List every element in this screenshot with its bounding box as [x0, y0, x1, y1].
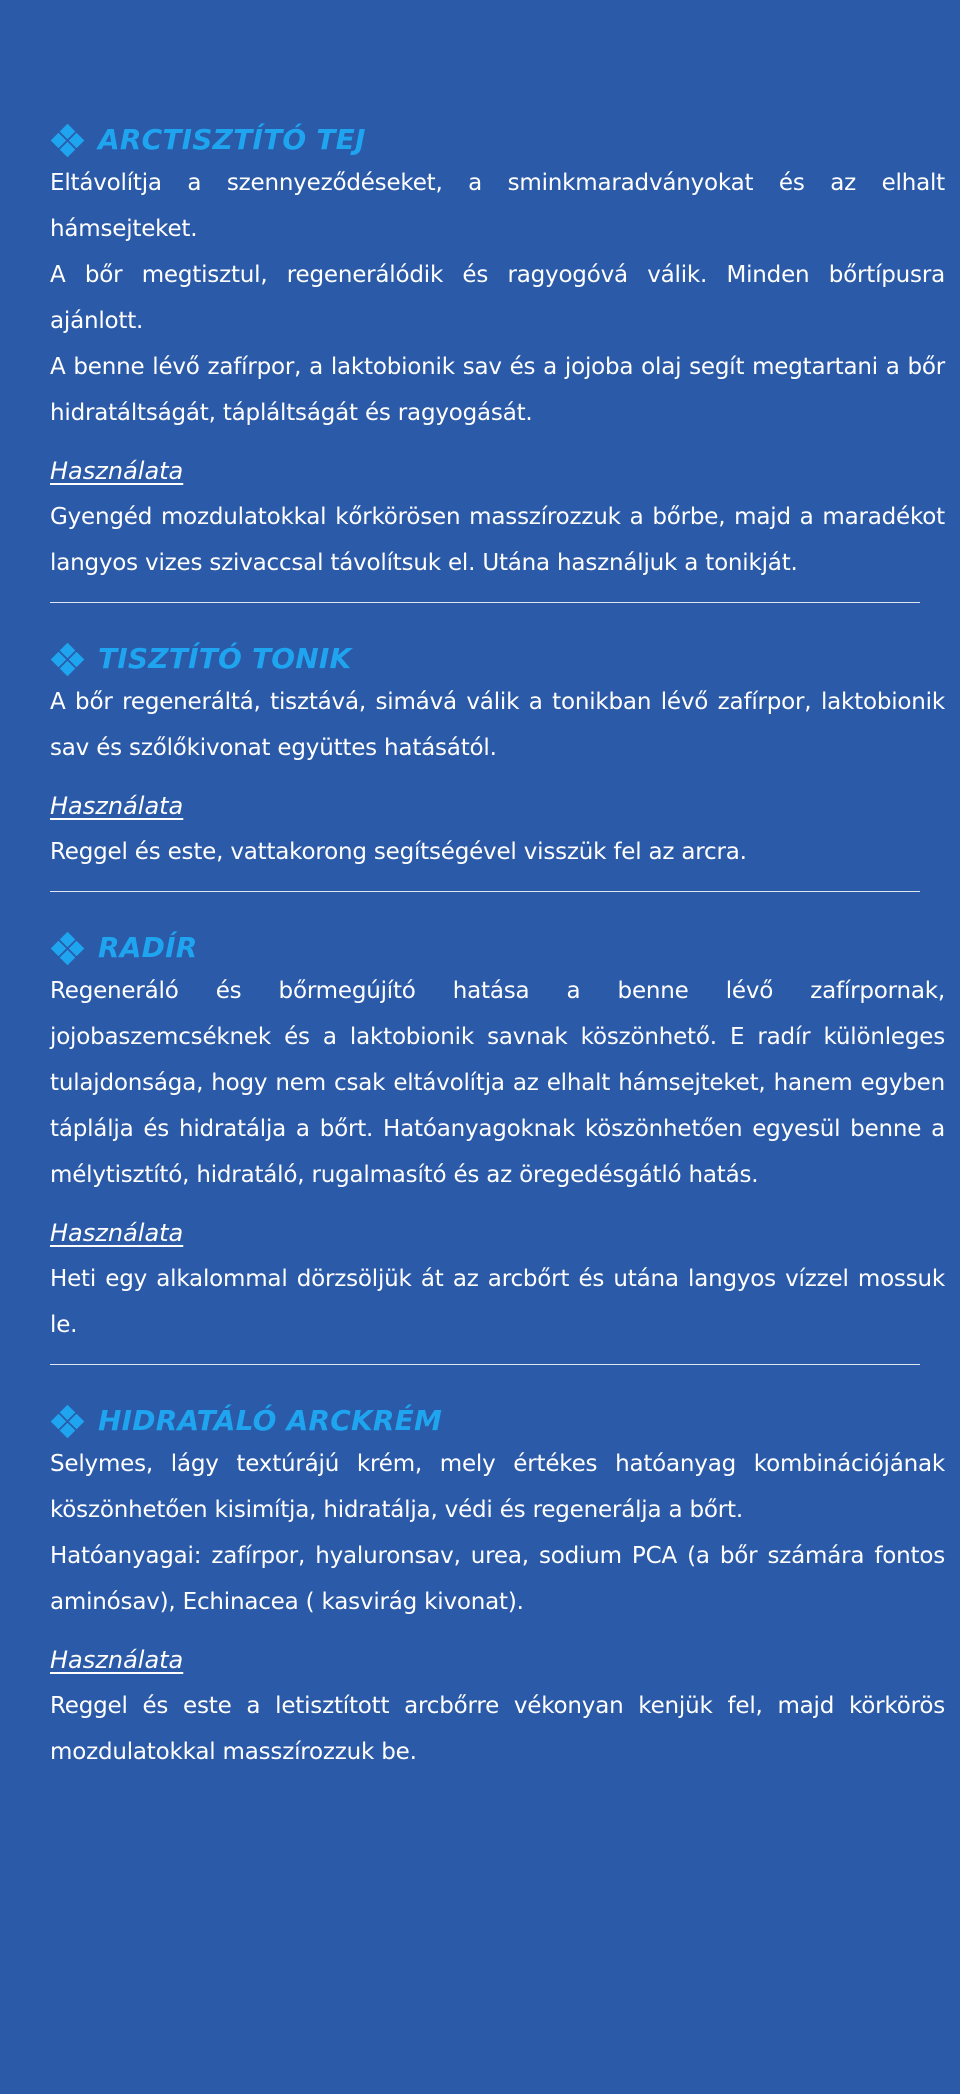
usage-label: Használata: [50, 792, 184, 820]
section-title-text: ARCTISZTÍTÓ TEJ: [98, 123, 366, 156]
usage-text: Reggel és este, vattakorong segítségével visszük fel az arcra.: [50, 839, 747, 865]
description-paragraph: Selymes, lágy textúrájú krém, mely értékes hatóanyag kombinációjának köszönhetően kisimítja, hidratálja, védi és regenerálja a bőrt.: [50, 1451, 945, 1523]
description-paragraph: A benne lévő zafírpor, a laktobionik sav és a jojoba olaj segít megtartani a bőr hidratáltságát, tápláltságát és ragyogását.: [50, 354, 945, 426]
section-arctisztito-tej: [50, 120, 945, 586]
four-diamond-icon: [50, 643, 86, 675]
usage-text: Reggel és este a letisztított arcbőrre vékonyan kenjük fel, majd körkörös mozdulatokkal masszírozzuk be.: [50, 1693, 945, 1765]
section-divider: [50, 602, 920, 603]
section-title-text: RADÍR: [98, 931, 198, 964]
section-title: [50, 120, 945, 160]
usage-label: Használata: [50, 1646, 184, 1674]
usage-label: Használata: [50, 1219, 184, 1247]
description-paragraph: Regeneráló és bőrmegújító hatása a benne lévő zafírpornak, jojobaszemcséknek és a laktobionik savnak köszönhető. E radír különleges tulajdonsága, hogy nem csak eltávolítja az elhalt hámsejteket, hanem egyben táplálja és hidratálja a bőrt. Hatóanyagoknak köszönhetően egyesül benne a mélytisztító, hidratáló, rugalmasító és az öregedésgátló hatás.: [50, 978, 945, 1188]
four-diamond-icon: [50, 932, 86, 964]
description-paragraph: A bőr megtisztul, regenerálódik és ragyogóvá válik. Minden bőrtípusra ajánlott.: [50, 262, 945, 334]
description-paragraph: A bőr regeneráltá, tisztává, simává válik a tonikban lévő zafírpor, laktobionik sav és szőlőkivonat együttes hatásától.: [50, 689, 945, 761]
section-divider: [50, 891, 920, 892]
section-tisztito-tonik: [50, 639, 945, 875]
description-paragraph: Hatóanyagai: zafírpor, hyaluronsav, urea, sodium PCA (a bőr számára fontos aminósav), Echinacea ( kasvirág kivonat).: [50, 1543, 945, 1615]
section-title-text: HIDRATÁLÓ ARCKRÉM: [98, 1404, 443, 1437]
section-title: [50, 928, 945, 968]
section-title: [50, 639, 945, 679]
four-diamond-icon: [50, 124, 86, 156]
usage-label: Használata: [50, 457, 184, 485]
section-radir: [50, 928, 945, 1348]
section-title-text: TISZTÍTÓ TONIK: [98, 642, 352, 675]
usage-text: Gyengéd mozdulatokkal kőrkörösen masszírozzuk a bőrbe, majd a maradékot langyos vizes szivaccsal távolítsuk el. Utána használjuk a tonikját.: [50, 504, 945, 576]
section-divider: [50, 1364, 920, 1365]
description-paragraph: Eltávolítja a szennyeződéseket, a sminkmaradványokat és az elhalt hámsejteket.: [50, 170, 945, 242]
section-hidratalo-arckrem: [50, 1401, 945, 1775]
four-diamond-icon: [50, 1405, 86, 1437]
usage-text: Heti egy alkalommal dörzsöljük át az arcbőrt és utána langyos vízzel mossuk le.: [50, 1266, 945, 1338]
section-title: [50, 1401, 945, 1441]
